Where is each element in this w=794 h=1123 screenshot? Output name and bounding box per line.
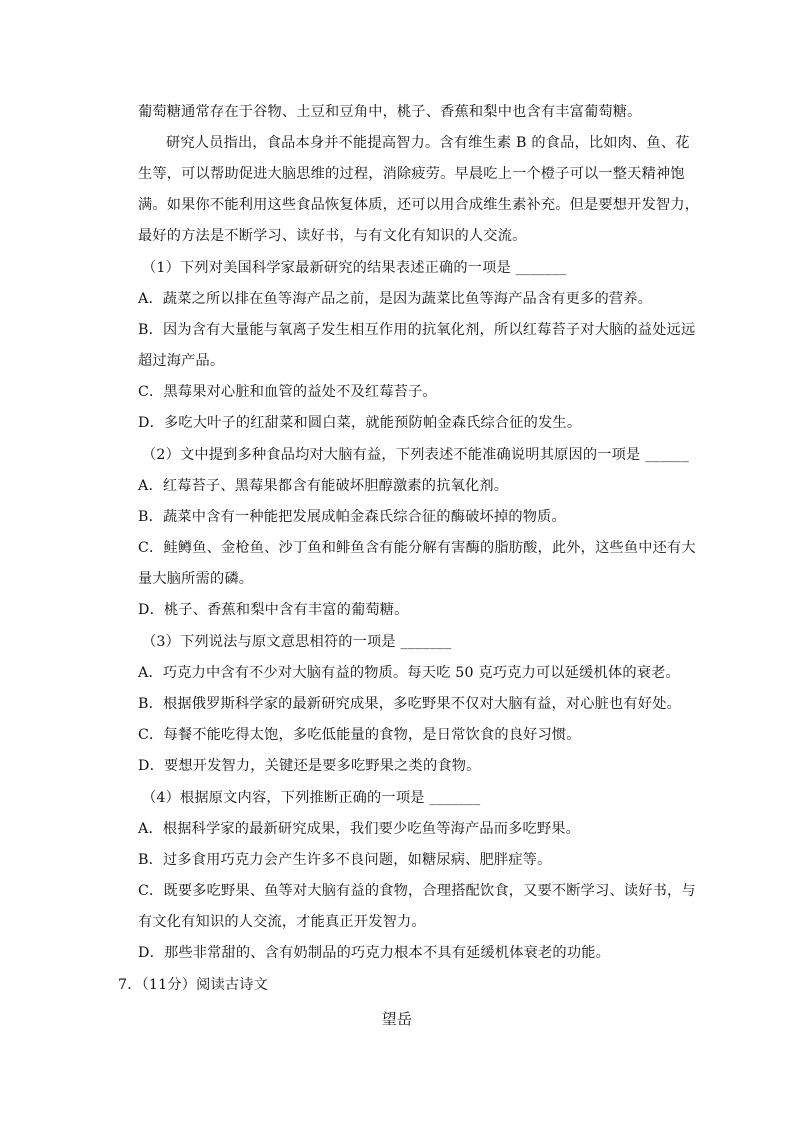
poem-title: 望岳 bbox=[381, 1010, 413, 1028]
question-3-option-b: B．根据俄罗斯科学家的最新研究成果，多吃野果不仅对大脑有益，对心脏也有好处。 bbox=[138, 696, 681, 712]
question-1-option-a: A．蔬菜之所以排在鱼等海产品之前，是因为蔬菜比鱼等海产品含有更多的营养。 bbox=[138, 291, 653, 307]
passage-line: 最好的方法是不断学习、读好书，与有文化有知识的人交流。 bbox=[138, 228, 527, 244]
question-4-option-c-continued: 有文化有知识的人交流，才能真正开发智力。 bbox=[138, 914, 426, 930]
question-3-option-c: C．每餐不能吃得太饱，多吃低能量的食物，是日常饮食的良好习惯。 bbox=[138, 727, 581, 743]
question-4-stem: （4）根据原文内容，下列推断正确的一项是 _______ bbox=[142, 790, 481, 806]
question-7-heading: 7．（11分）阅读古诗文 bbox=[118, 977, 269, 993]
question-2-stem: （2）文中提到多种食品均对大脑有益，下列表述不能准确说明其原因的一项是 ______ bbox=[142, 447, 689, 463]
question-2-option-c: C．鲑鳟鱼、金枪鱼、沙丁鱼和鲱鱼含有能分解有害酶的脂肪酸，此外，这些鱼中还有大 bbox=[138, 540, 696, 556]
question-2-option-b: B．蔬菜中含有一种能把发展成帕金森氏综合征的酶破坏掉的物质。 bbox=[138, 509, 566, 525]
question-1-option-c: C．黑莓果对心脏和血管的益处不及红莓苔子。 bbox=[138, 384, 437, 400]
question-1-option-d: D．多吃大叶子的红甜菜和圆白菜，就能预防帕金森氏综合征的发生。 bbox=[138, 415, 582, 431]
question-3-option-a: A．巧克力中含有不少对大脑有益的物质。每天吃 50 克巧克力可以延缓机体的衰老。 bbox=[138, 665, 680, 681]
question-2-option-c-continued: 量大脑所需的磷。 bbox=[138, 571, 254, 587]
question-1-stem: （1）下列对美国科学家最新研究的结果表述正确的一项是 _______ bbox=[142, 260, 567, 276]
passage-line: 葡萄糖通常存在于谷物、土豆和豆角中，桃子、香蕉和梨中也含有丰富葡萄糖。 bbox=[138, 104, 642, 120]
question-4-option-a: A．根据科学家的最新研究成果，我们要少吃鱼等海产品而多吃野果。 bbox=[138, 821, 581, 837]
question-2-option-d: D．桃子、香蕉和梨中含有丰富的葡萄糖。 bbox=[138, 602, 409, 618]
passage-line: 研究人员指出，食品本身并不能提高智力。含有维生素 B 的食品，比如肉、鱼、花 bbox=[166, 135, 690, 151]
question-2-option-a: A．红莓苔子、黑莓果都含有能破坏胆醇激素的抗氧化剂。 bbox=[138, 478, 509, 494]
question-4-option-d: D．那些非常甜的、含有奶制品的巧克力根本不具有延缓机体衰老的功能。 bbox=[138, 945, 610, 961]
question-1-option-b-continued: 超过海产品。 bbox=[138, 353, 225, 369]
question-3-stem: （3）下列说法与原文意思相符的一项是 _______ bbox=[142, 634, 452, 650]
question-1-option-b: B．因为含有大量能与氧离子发生相互作用的抗氧化剂，所以红莓苔子对大脑的益处远远 bbox=[138, 322, 696, 338]
passage-line: 生等，可以帮助促进大脑思维的过程，消除疲劳。早晨吃上一个橙子可以一整天精神饱 bbox=[138, 166, 685, 182]
question-4-option-c: C．既要多吃野果、鱼等对大脑有益的食物，合理搭配饮食，又要不断学习、读好书，与 bbox=[138, 883, 696, 899]
question-4-option-b: B．过多食用巧克力会产生许多不良问题，如糖尿病、肥胖症等。 bbox=[138, 852, 552, 868]
question-3-option-d: D．要想开发智力，关键还是要多吃野果之类的食物。 bbox=[138, 758, 481, 774]
passage-line: 满。如果你不能利用这些食品恢复体质，还可以用合成维生素补充。但是要想开发智力， bbox=[138, 197, 700, 213]
